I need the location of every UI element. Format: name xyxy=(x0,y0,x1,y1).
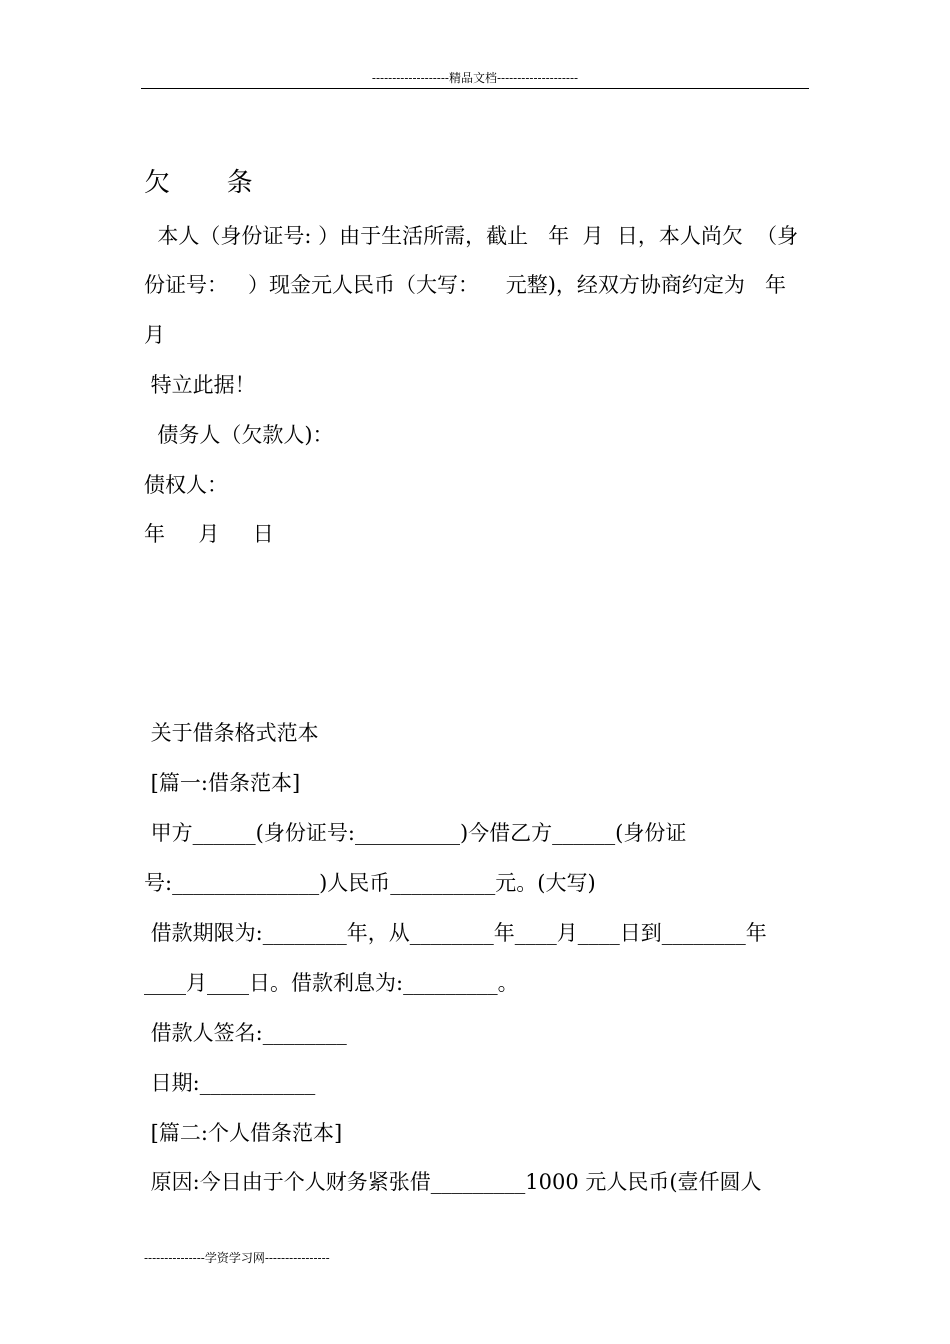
section2-title: [篇二:个人借条范本] xyxy=(144,1121,343,1145)
iou-debtor: 债务人（欠款人)： xyxy=(144,423,334,447)
iou-closing: 特立此据！ xyxy=(144,373,256,397)
section1-title: [篇一:借条范本] xyxy=(144,771,301,795)
page-header: -------------------精品文档-------------------- xyxy=(371,71,579,85)
iou-creditor: 债权人： xyxy=(144,473,228,497)
iou-paragraph-line-3: 月 xyxy=(144,323,165,347)
section1-line-2: 号:______________)人民币__________元。(大写) xyxy=(144,871,596,895)
section2-line-1: 原因:今日由于个人财务紧张借_________1000 元人民币(壹仟圆人 xyxy=(144,1170,762,1194)
iou-paragraph-line-2: 份证号： ）现金元人民币（大写： 元整)，经双方协商约定为 年 xyxy=(144,273,786,297)
template-heading: 关于借条格式范本 xyxy=(144,721,319,745)
iou-date: 年 月 日 xyxy=(144,522,274,546)
section1-line-4: ____月____日。借款利息为:_________。 xyxy=(144,971,519,995)
header-rule xyxy=(141,88,809,89)
section1-date: 日期:___________ xyxy=(144,1071,316,1095)
section1-line-1: 甲方______(身份证号:__________)今借乙方______(身份证 xyxy=(144,821,687,845)
iou-title: 欠 条 xyxy=(144,168,254,198)
section1-line-3: 借款期限为:________年，从________年____月____日到________年 xyxy=(144,921,767,945)
page-footer: ---------------学资学习网---------------- xyxy=(144,1251,330,1265)
iou-paragraph-line-1: 本人（身份证号: ）由于生活所需，截止 年 月 日，本人尚欠 （身 xyxy=(144,224,799,248)
section1-signature: 借款人签名:________ xyxy=(144,1021,347,1045)
